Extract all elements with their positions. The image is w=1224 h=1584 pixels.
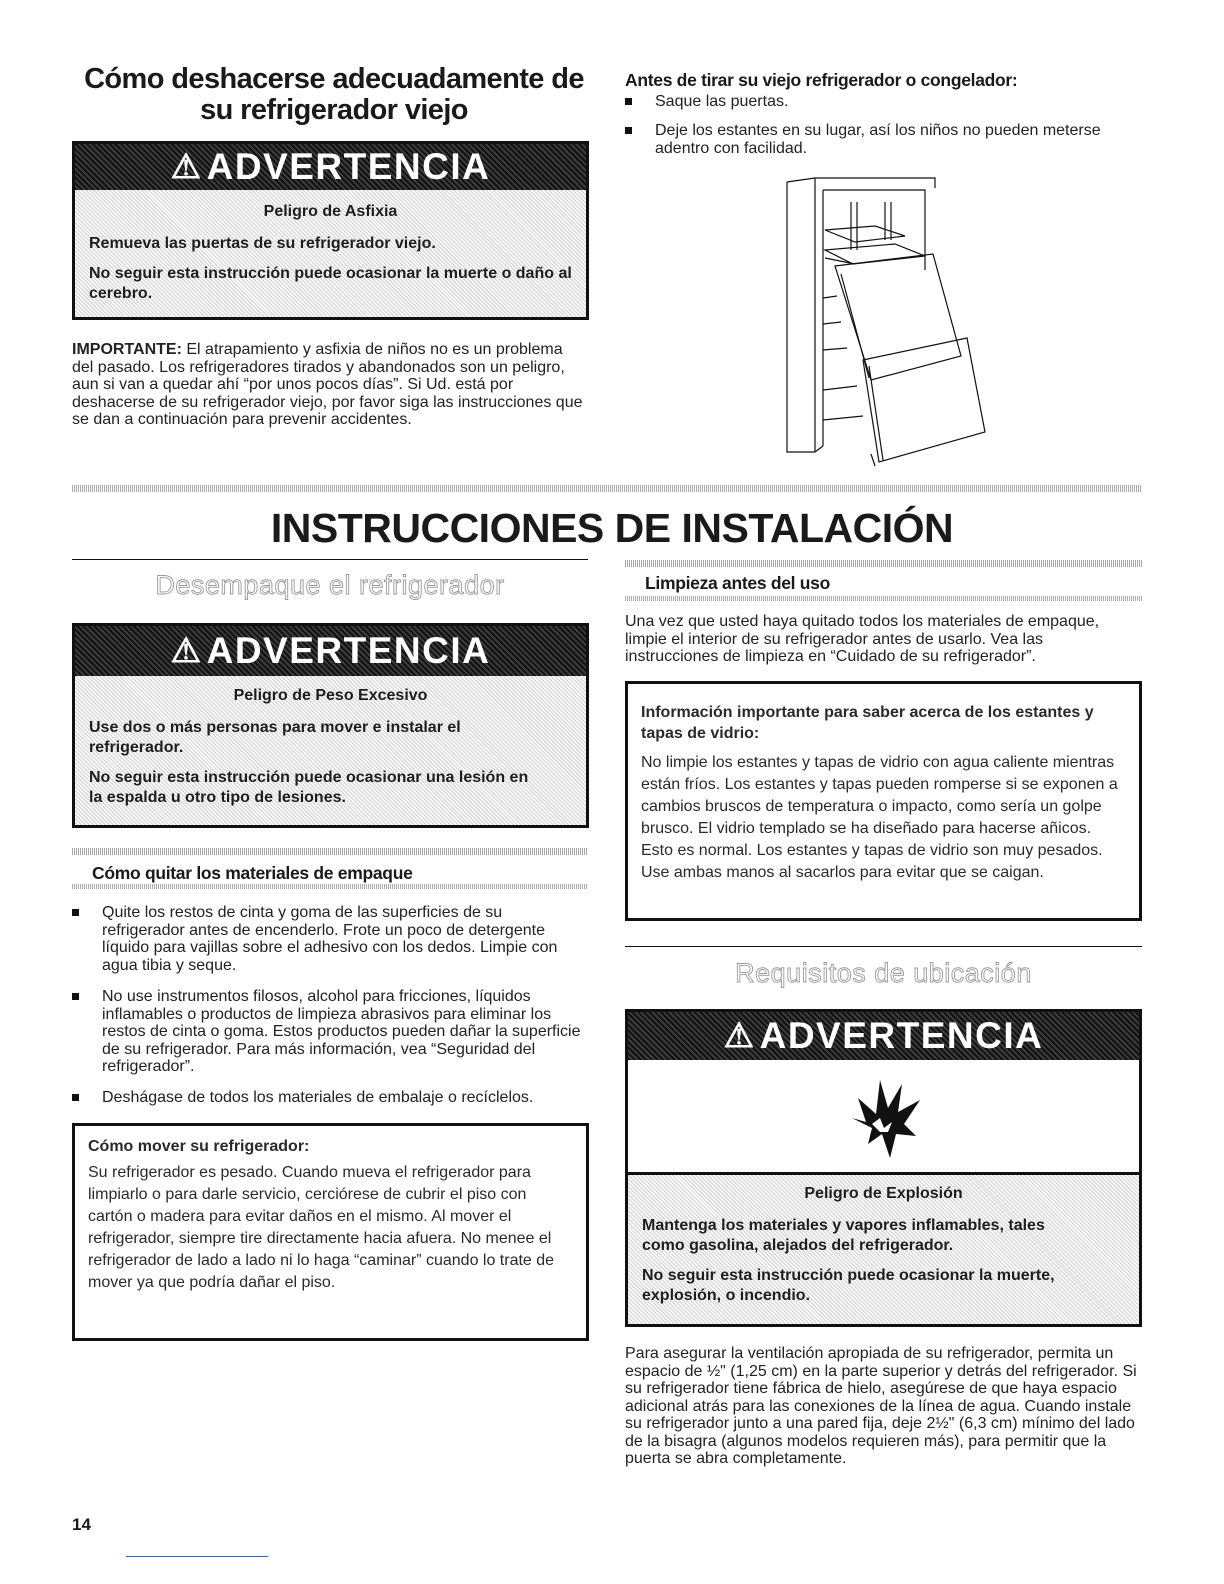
warning-body <box>75 686 586 825</box>
hazard-title: Peligro de Asfixia <box>263 203 398 220</box>
box-text: No limpie los estantes y tapas de vidrio con agua caliente mientras están fríos. Los estantes y tapas pueden romperse si se exponen a cambios bruscos de temperatura o impacto, como sería un golpe brusco. El vidrio templado se ha diseñado para hacerse añicos. Esto es normal. Los estantes y tapas de vidrio son muy pesados. Use ambas manos al sacarlos para evitar que se caigan. <box>641 754 1118 881</box>
box-text: Su refrigerador es pesado. Cuando mueva el refrigerador para limpiarlo o para darle servicio, cerciórese de cubrir el piso con cartón o madera para evitar daños en el mismo. Al mover el refrigerador, siempre tire directamente hacia afuera. No menee el refrigerador de lado a lado ni lo haga “caminar” cuando lo trate de mover ya que podría dañar el piso. <box>88 1164 555 1291</box>
warning-triangle-icon: ⚠ <box>170 148 203 186</box>
before-heading: Antes de tirar su viejo refrigerador o congelador: <box>625 70 1018 90</box>
location-section-title: Requisitos de ubicación <box>735 958 1032 988</box>
cleaning-heading: Limpieza antes del uso <box>645 573 830 593</box>
important-text: El atrapamiento y asfixia de niños no es un problema del pasado. Los refrigeradores tirados y abandonados son un peligro, aun si van a quedar ahí “por unos pocos días”. Si Ud. está por deshacerse de su refrigerador viejo, por favor siga las instrucciones que se dan a continuación para prevenir accidentes. <box>72 341 583 428</box>
section-divider <box>72 848 588 855</box>
bullet-square <box>72 909 79 916</box>
unpack-section-title: Desempaque el refrigerador <box>155 570 505 600</box>
location-text: Para asegurar la ventilación apropiada de su refrigerador, permita un espacio de ½" (1,25 cm) en la parte superior y detrás del refrigerador. Si su refrigerador tiene fábrica de hielo, asegúrese de que haya espacio adicional atrás para las conexiones de la línea de agua. Cuando instale su refrigerador junto a una pared fija, deje 2½" (6,3 cm) mínimo del lado de la bisagra (algunos modelos requieren más), para permitir que la puerta se abra completamente. <box>625 1345 1137 1467</box>
explosion-warning-box <box>625 1009 1142 1327</box>
warning-instruction: Remueva las puertas de su refrigerador viejo. <box>89 235 436 252</box>
box-title: Cómo mover su refrigerador: <box>88 1138 310 1155</box>
symbol-panel <box>628 1060 1139 1175</box>
weight-warning-box <box>72 623 589 828</box>
refrigerator-doors-removed-illustration <box>775 170 995 470</box>
warning-triangle-icon: ⚠ <box>723 1017 756 1055</box>
warning-body <box>628 1184 1139 1324</box>
warning-banner <box>75 626 586 676</box>
warning-consequence: No seguir esta instrucción puede ocasionar la muerte, explosión, o incendio. <box>642 1267 1055 1304</box>
bullet-square <box>72 1094 79 1101</box>
warning-banner <box>75 144 586 190</box>
warning-banner-label: ADVERTENCIA <box>206 146 491 187</box>
warning-banner-label: ADVERTENCIA <box>759 1015 1044 1056</box>
list-item-text: Quite los restos de cinta y goma de las superficies de su refrigerador antes de encenderlo. Frote un poco de detergente líquido para vajillas sobre el adhesivo con los dedos. Limpie con agua tibia y seque. <box>102 904 558 974</box>
asphyxia-warning-box <box>72 141 589 320</box>
cleaning-text: Una vez que usted haya quitado todos los materiales de empaque, limpie el interior de su refrigerador antes de usarlo. Vea las instrucciones de limpieza en “Cuidado de su refrigerador”. <box>625 613 1100 665</box>
glass-shelves-box <box>625 681 1142 921</box>
bullet-square <box>625 98 632 105</box>
warning-banner-label: ADVERTENCIA <box>206 630 491 671</box>
remove-packaging-heading: Cómo quitar los materiales de empaque <box>92 863 413 883</box>
rule <box>625 946 1142 947</box>
list-item-text: Saque las puertas. <box>655 93 789 110</box>
warning-triangle-icon: ⚠ <box>170 632 203 670</box>
explosion-icon <box>838 1074 928 1164</box>
rule <box>72 559 588 560</box>
page-number: 14 <box>72 1515 91 1534</box>
warning-body <box>75 202 586 317</box>
list-item-text: Deje los estantes en su lugar, así los niños no pueden meterse adentro con facilidad. <box>655 122 1101 157</box>
dispose-title: Cómo deshacerse adecuadamente de su refrigerador viejo <box>84 63 584 126</box>
warning-consequence: No seguir esta instrucción puede ocasionar la muerte o daño al cerebro. <box>89 265 572 302</box>
warning-consequence: No seguir esta instrucción puede ocasionar una lesión en la espalda u otro tipo de lesiones. <box>89 769 529 806</box>
bullet-square <box>625 127 632 134</box>
warning-banner <box>628 1012 1139 1060</box>
warning-instruction: Use dos o más personas para mover e instalar el refrigerador. <box>89 719 461 756</box>
hazard-title: Peligro de Explosión <box>804 1185 963 1202</box>
section-divider <box>625 560 1142 567</box>
main-title: INSTRUCCIONES DE INSTALACIÓN <box>270 505 954 551</box>
section-divider <box>625 596 1142 601</box>
list-item-text: No use instrumentos filosos, alcohol para fricciones, líquidos inflamables o productos de limpieza abrasivos para eliminar los restos de cinta o goma. Estos productos pueden dañar la superficie de su refrigerador. Para más información, vea “Seguridad del refrigerador”. <box>102 988 581 1075</box>
moving-refrigerator-box <box>72 1123 589 1341</box>
section-divider <box>72 485 1142 492</box>
warning-instruction: Mantenga los materiales y vapores inflamables, tales como gasolina, alejados del refrigerador. <box>642 1217 1045 1254</box>
hazard-title: Peligro de Peso Excesivo <box>233 687 428 704</box>
footer-rule <box>126 1556 268 1557</box>
list-item-text: Deshágase de todos los materiales de embalaje o recíclelos. <box>102 1089 534 1106</box>
bullet-square <box>72 993 79 1000</box>
important-paragraph <box>72 341 587 429</box>
important-label: IMPORTANTE: <box>72 341 182 358</box>
section-divider <box>72 884 588 889</box>
box-title: Información importante para saber acerca de los estantes y tapas de vidrio: <box>641 704 1094 742</box>
